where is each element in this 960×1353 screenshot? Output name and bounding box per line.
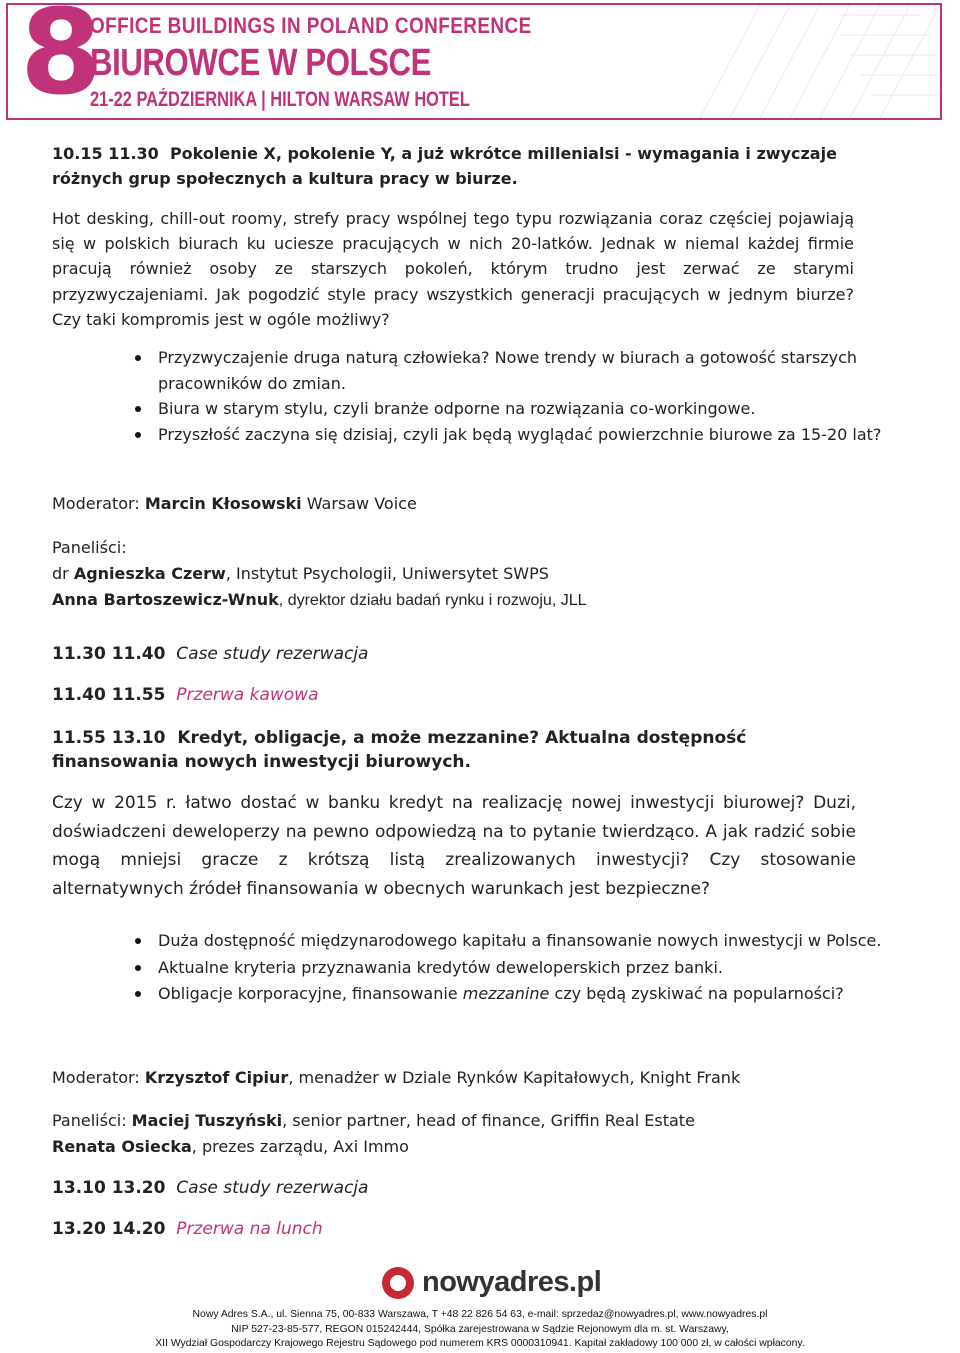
nowyadres-logo-icon: [382, 1267, 414, 1299]
conference-date-venue: 21-22 PAŹDZIERNIKA | HILTON WARSAW HOTEL: [90, 88, 470, 111]
slot-case-study-1: [52, 644, 856, 664]
session1-title-line1: Pokolenie X, pokolenie Y, a już wkrótce millenialsi - wymagania i zwyczaje: [169, 144, 837, 163]
list-item: Przyzwyczajenie druga naturą człowieka? Nowe trendy w biurach a gotowość starszych pracowników do zmian.: [158, 345, 916, 396]
slot-time: 13.10 13.20: [52, 1178, 166, 1198]
edition-number: 8: [20, 3, 103, 120]
panelists-label: Paneliści:: [52, 538, 127, 557]
nowyadres-logo-text: nowyadres.pl: [422, 1266, 602, 1298]
session1-moderator: [52, 492, 856, 516]
conference-title-en: OFFICE BUILDINGS IN POLAND CONFERENCE: [90, 13, 532, 38]
slot-time: 11.40 11.55: [52, 685, 166, 705]
session1-title-line2: różnych grup społecznych a kultura pracy w biurze.: [52, 169, 518, 188]
session2-moderator: [52, 1066, 856, 1090]
moderator-name: Marcin Kłosowski: [144, 494, 302, 513]
session2-description: [52, 789, 856, 903]
slot-coffee-break: [52, 685, 856, 705]
session2-heading: [52, 726, 856, 774]
panelist-name: Agnieszka Czerw: [73, 564, 226, 583]
panelist-org: , Instytut Psychologii, Uniwersytet SWPS: [225, 564, 549, 583]
moderator-name: Krzysztof Cipiur: [144, 1068, 289, 1087]
session1-heading: [52, 141, 856, 191]
footer-address: Nowy Adres S.A., ul. Sienna 75, 00-833 Warszawa, T +48 22 826 54 63, e-mail: sprzedaz@nowyadres.pl, www.nowyadres.pl: [192, 1309, 768, 1320]
session2-subtitle: Aktualna dostępność finansowania nowych inwestycji biurowych.: [52, 728, 747, 772]
bullet-text: czy będą zyskiwać na popularności?: [554, 984, 844, 1003]
session1-panelists: [52, 535, 856, 614]
panelist-title: dr: [52, 564, 69, 583]
slot-time: 13.20 14.20: [52, 1219, 166, 1239]
nowyadres-logo: [382, 1266, 601, 1299]
panelists-label: Paneliści:: [52, 1111, 127, 1130]
session1-para1: Hot desking, chill-out roomy, strefy pracy wspólnej tego typu rozwiązania coraz częściej pojawiają się w polskich biurach ku uciesze pracujących w nich 20-latków.: [52, 209, 854, 254]
slot-label: Przerwa na lunch: [176, 1219, 323, 1239]
session1-bullets: [52, 345, 916, 447]
moderator-label: Moderator:: [52, 1068, 140, 1087]
moderator-org: Warsaw Voice: [306, 494, 417, 513]
session1-para2: Jednak w niemal każdej firmie pracują również osoby ze starszych pokoleń, którym trudno jest zerwać ze starymi przyzwyczajeniami. Jak pogodzić style pracy wszystkich generacji pracujących w jednym biurze? Czy taki kompromis jest w ogóle możliwy?: [52, 234, 854, 329]
slot-time: 11.30 11.40: [52, 644, 166, 664]
panelist-row: [52, 561, 856, 587]
list-item: Przyszłość zaczyna się dzisiaj, czyli jak będą wyglądać powierzchnie biurowe za 15-20 lat?: [158, 422, 916, 448]
slot-case-study-2: [52, 1178, 856, 1198]
header-decoration-graphic: [460, 5, 940, 118]
list-item: Biura w starym stylu, czyli branże odporne na rozwiązania co-workingowe.: [158, 396, 916, 422]
panelist-row: [52, 1108, 856, 1134]
session2-panelists: [52, 1108, 856, 1160]
footer-krs: XII Wydział Gospodarczy Krajowego Rejestru Sądowego pod numerem KRS 0000310941. Kapitał zakładowy 100 000 zł, w całości wpłacony.: [155, 1338, 805, 1349]
session2-bullets: [52, 928, 938, 1008]
list-item: Duża dostępność międzynarodowego kapitału a finansowanie nowych inwestycji w Polsce.: [158, 928, 938, 955]
conference-header: [6, 3, 942, 120]
bullet-text: Obligacje korporacyjne, finansowanie: [158, 984, 458, 1003]
panelist-name: Maciej Tuszyński: [131, 1111, 283, 1130]
panelist-org: , senior partner, head of finance, Griffin Real Estate: [282, 1111, 695, 1130]
conference-title-pl: BIUROWCE W POLSCE: [90, 42, 431, 84]
footer-registration: NIP 527-23-85-577, REGON 015242444, Spółka zarejestrowana w Sądzie Rejonowym dla m. st. Warszawy,: [231, 1324, 729, 1335]
panelist-row: [52, 1134, 856, 1160]
session1-time: 10.15 11.30: [52, 144, 159, 163]
slot-label: Przerwa kawowa: [176, 685, 319, 705]
session2-title: Kredyt, obligacje, a może mezzanine?: [177, 728, 540, 748]
slot-lunch-break: [52, 1219, 856, 1239]
list-item: Aktualne kryteria przyznawania kredytów deweloperskich przez banki.: [158, 955, 938, 982]
panelist-row: [52, 587, 856, 614]
slot-label: Case study rezerwacja: [176, 1178, 369, 1198]
list-item: [158, 981, 938, 1008]
panelist-org: , dyrektor działu badań rynku i rozwoju, JLL: [278, 592, 587, 609]
panelist-name: Anna Bartoszewicz-Wnuk: [52, 590, 279, 609]
session2-para: Czy w 2015 r. łatwo dostać w banku kredyt na realizację nowej inwestycji biurowej? Duzi, doświadczeni deweloperzy na pewno odpowiedzą na to pytanie twierdząco. A jak radzić sobie mogą mniejsi gracze z krótszą listą zrealizowanych inwestycji? Czy stosowanie alternatywnych źródeł finansowania w obecnych warunkach jest bezpieczne?: [52, 793, 856, 899]
slot-label: Case study rezerwacja: [176, 644, 369, 664]
bullet-emphasis: mezzanine: [462, 984, 550, 1003]
session1-description: [52, 206, 854, 332]
panelist-name: Renata Osiecka: [52, 1137, 192, 1156]
moderator-org: , menadżer w Dziale Rynków Kapitałowych, Knight Frank: [288, 1068, 741, 1087]
panelist-org: , prezes zarządu, Axi Immo: [191, 1137, 409, 1156]
session2-time: 11.55 13.10: [52, 728, 166, 748]
moderator-label: Moderator:: [52, 494, 140, 513]
